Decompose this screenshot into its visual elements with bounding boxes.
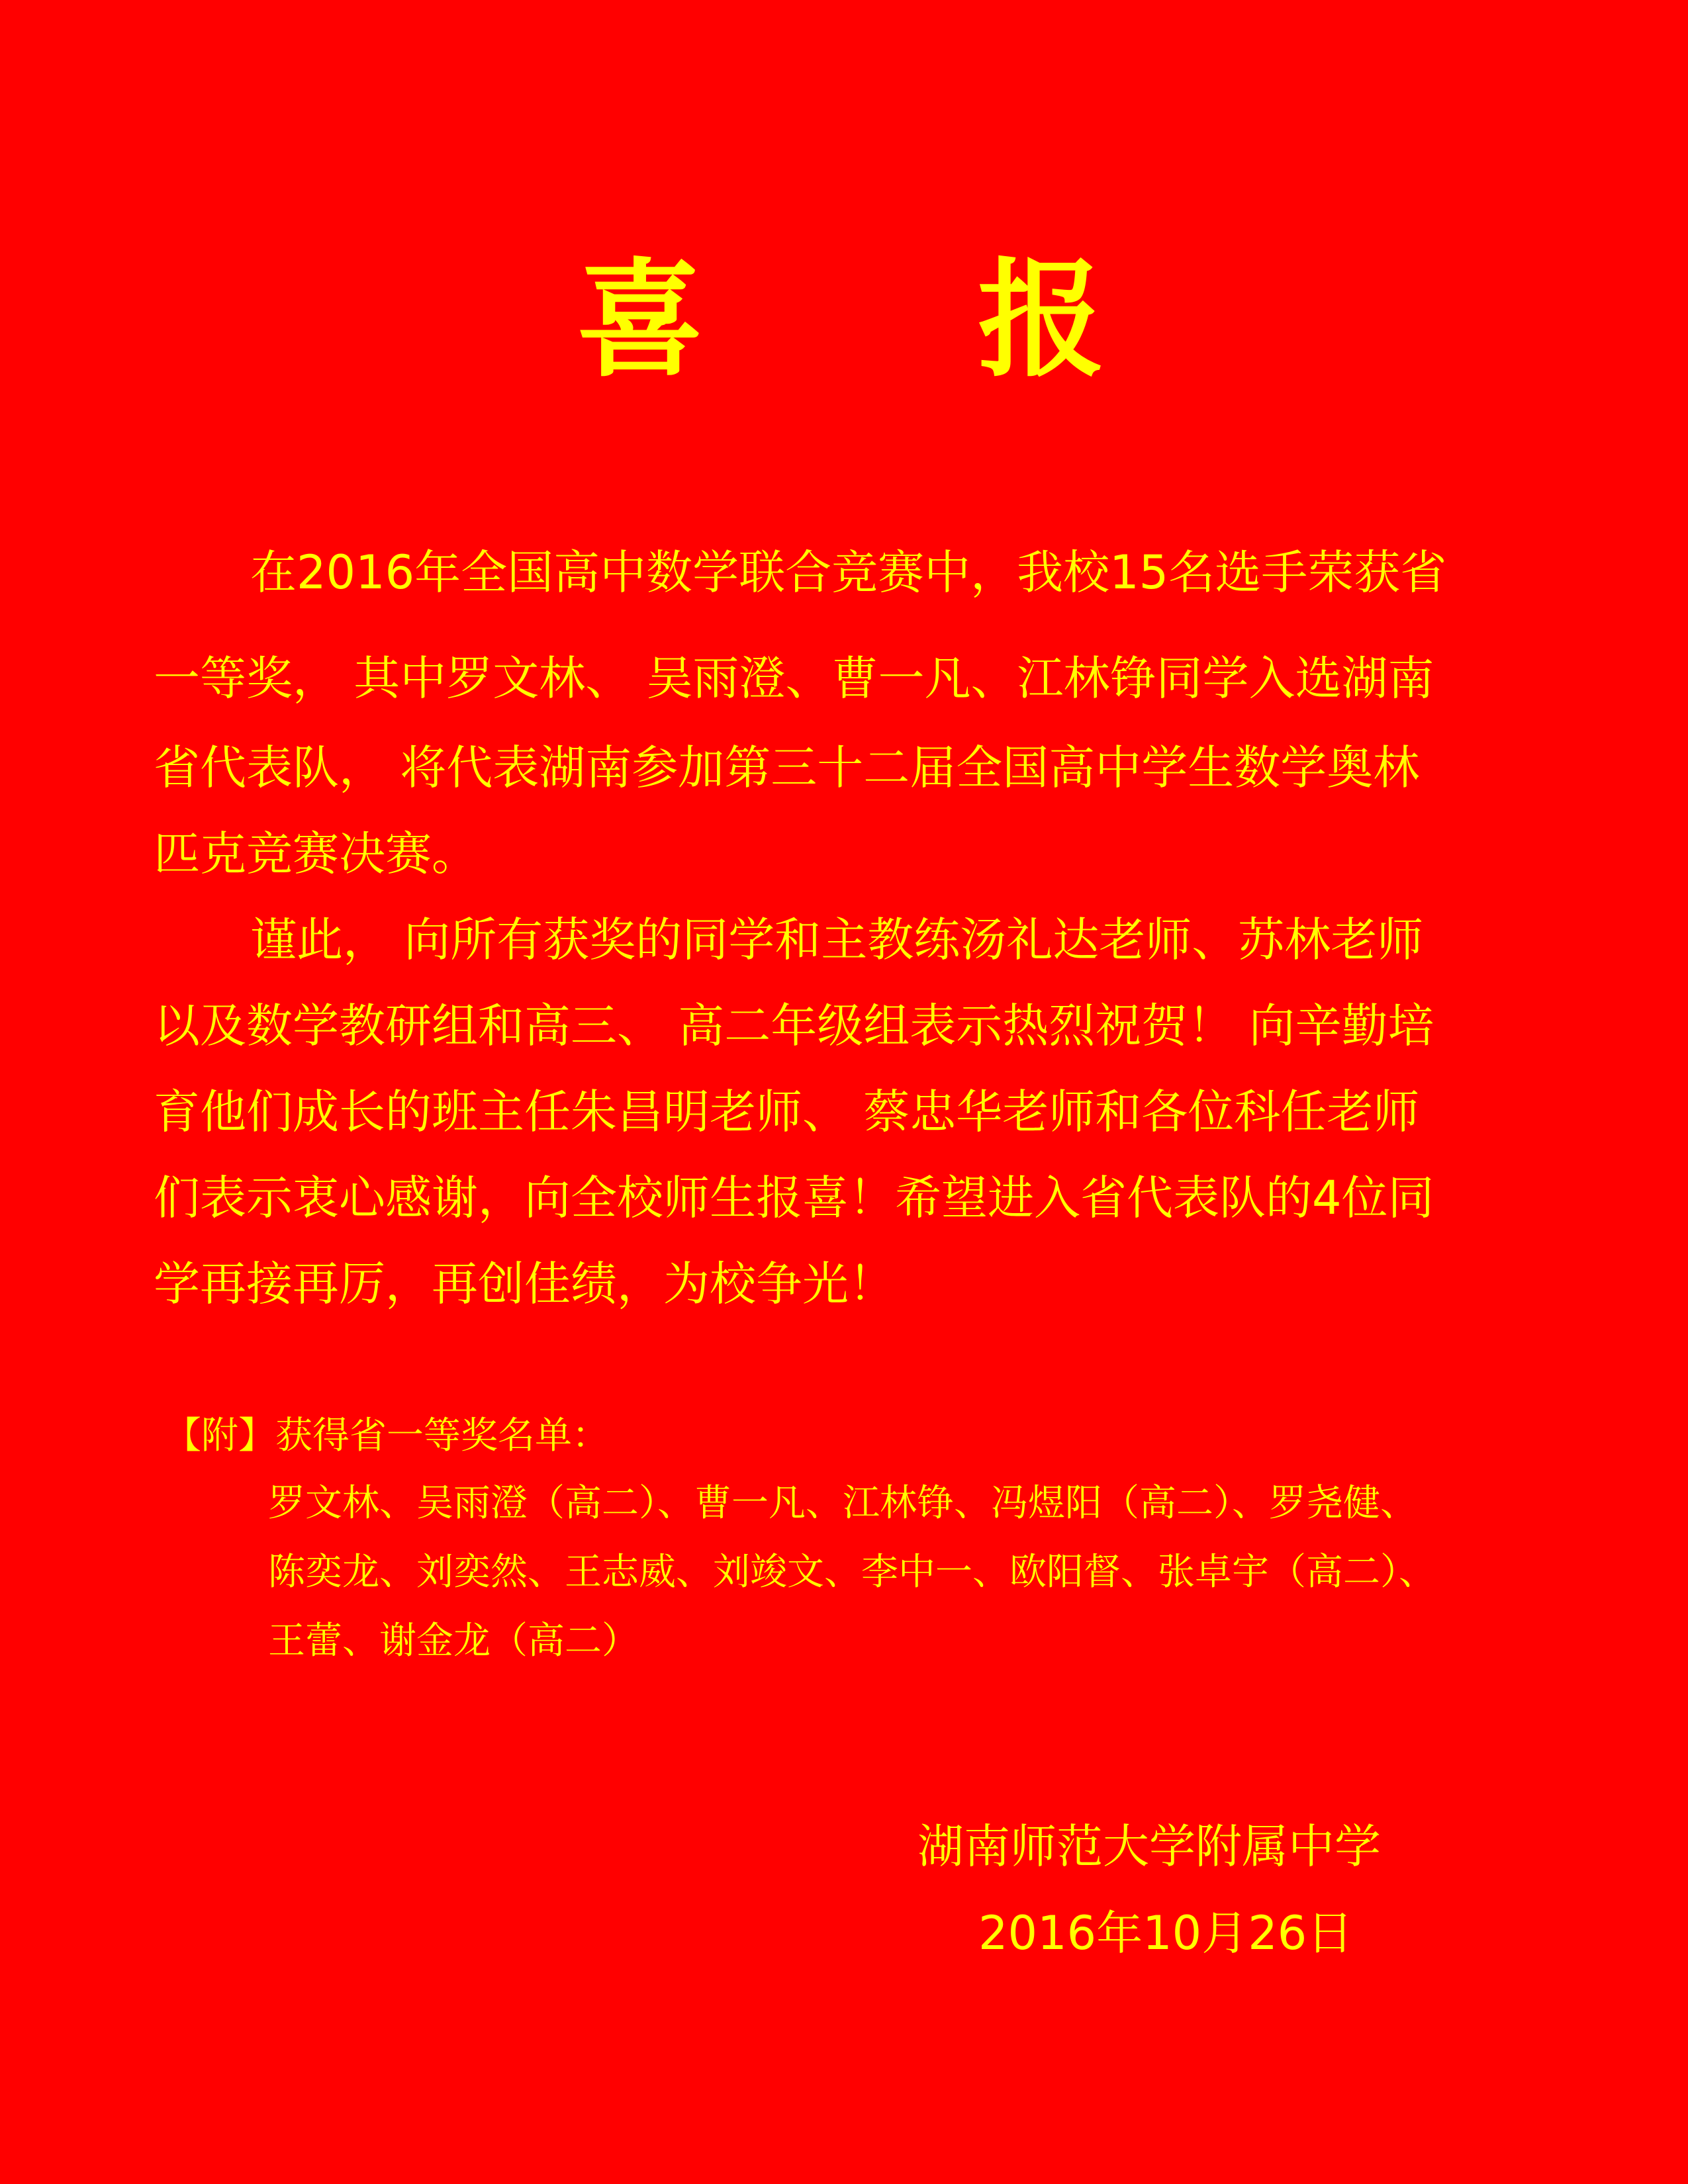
appendix-heading: 【附】获得省一等奖名单： [164,1414,609,1457]
signature-date: 2016年10月26日 [978,1906,1354,1960]
body-line: 在2016年全国高中数学联合竞赛中，我校15名选手荣获省 [250,545,1447,600]
body-line: 学再接再厉，再创佳绩，为校争光！ [154,1257,895,1311]
school-signature: 湖南师范大学附属中学 [917,1819,1381,1874]
body-line: 以及数学教研组和高三、 高二年级组表示热烈祝贺！ 向辛勤培 [154,999,1434,1053]
body-line: 们表示衷心感谢，向全校师生报喜！希望进入省代表队的4位同 [154,1171,1434,1225]
winner-line: 王蕾、谢金龙（高二） [268,1619,639,1662]
body-line: 谨此， 向所有获奖的同学和主教练汤礼达老师、苏林老师 [250,913,1424,967]
page-title: 喜 报 [577,247,1111,394]
body-line: 匹克竞赛决赛。 [154,827,478,881]
body-line: 省代表队， 将代表湖南参加第三十二届全国高中学生数学奥林 [154,741,1420,795]
body-line: 育他们成长的班主任朱昌明老师、 蔡忠华老师和各位科任老师 [154,1085,1420,1139]
winner-line: 陈奕龙、刘奕然、王志威、刘竣文、李中一、欧阳督、张卓宇（高二）、 [268,1551,1436,1594]
winner-line: 罗文林、吴雨澄（高二）、曹一凡、江林铮、冯煜阳（高二）、罗尧健、 [268,1482,1417,1525]
body-line: 一等奖， 其中罗文林、 吴雨澄、曹一凡、江林铮同学入选湖南 [154,651,1434,705]
